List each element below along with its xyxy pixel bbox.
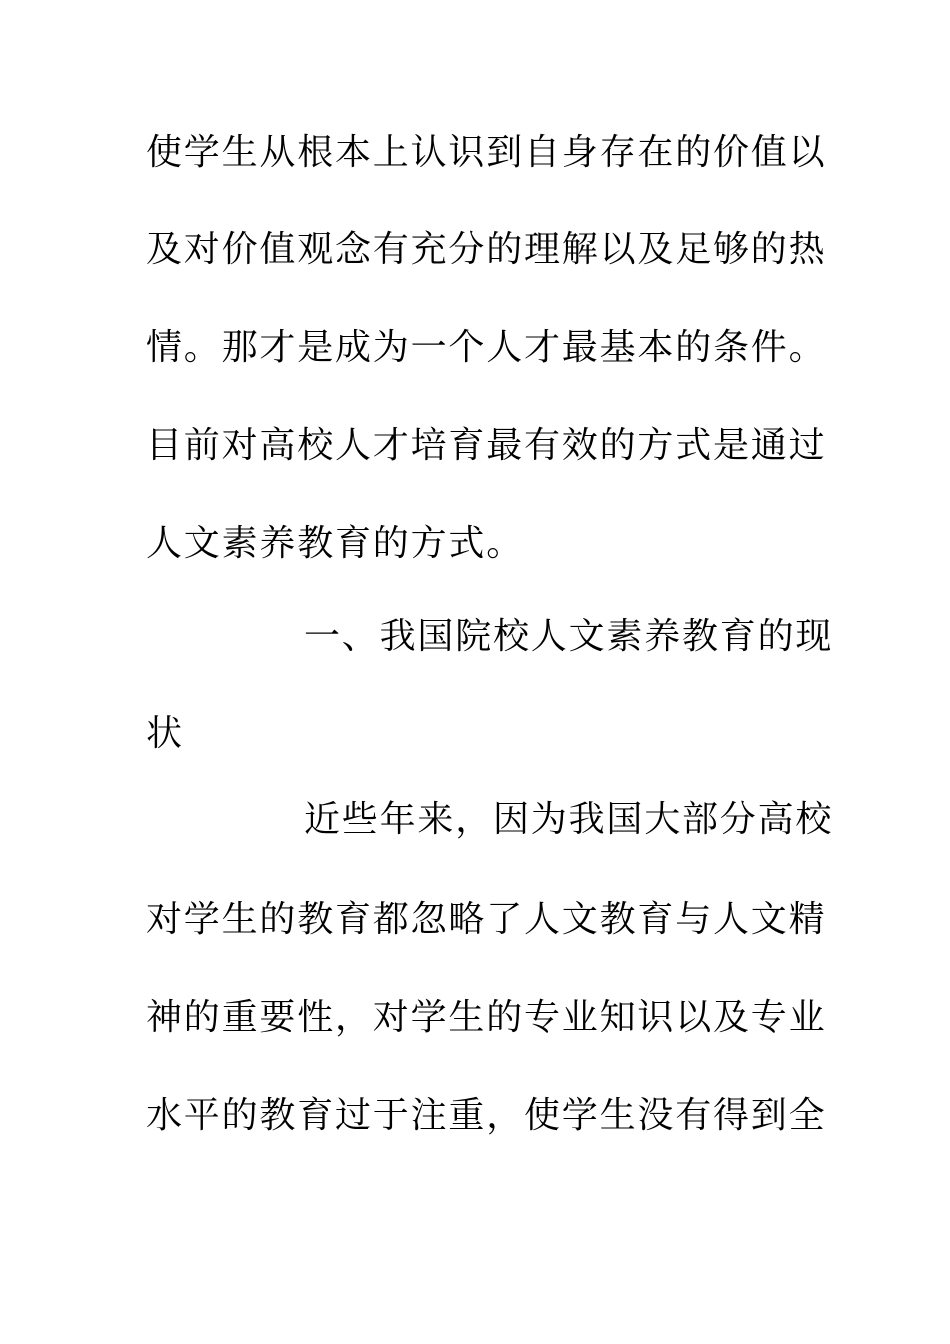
paragraph-line: 对学生的教育都忽略了人文教育与人文精 xyxy=(146,899,827,940)
paragraph-line: 目前对高校人才培育最有效的方式是通过 xyxy=(146,425,827,466)
paragraph-line: 情。那才是成为一个人才最基本的条件。 xyxy=(146,327,827,368)
paragraph-line: 人文素养教育的方式。 xyxy=(146,523,525,564)
section-heading-line: 状 xyxy=(146,713,184,754)
paragraph-line: 水平的教育过于注重，使学生没有得到全 xyxy=(146,1095,827,1136)
paragraph-line: 使学生从根本上认识到自身存在的价值以 xyxy=(146,132,827,173)
paragraph-line: 神的重要性，对学生的专业知识以及专业 xyxy=(146,997,827,1038)
paragraph-line: 近些年来，因为我国大部分高校 xyxy=(304,799,834,840)
section-heading-line: 一、我国院校人文素养教育的现 xyxy=(304,616,834,657)
paragraph-line: 及对价值观念有充分的理解以及足够的热 xyxy=(146,229,827,270)
